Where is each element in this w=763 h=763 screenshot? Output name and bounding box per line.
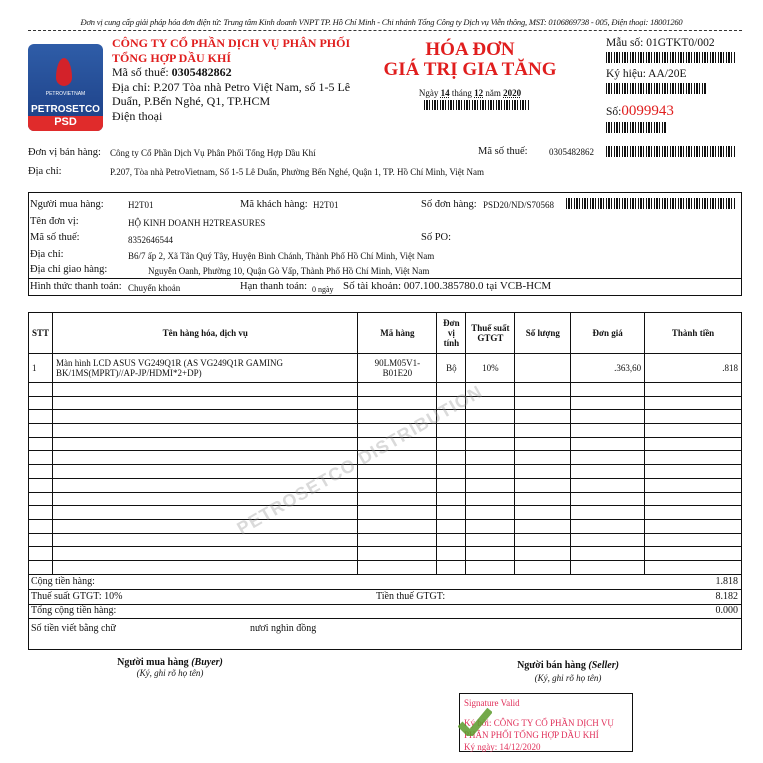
empty-cell [645, 410, 742, 424]
empty-cell [358, 383, 437, 397]
empty-cell [466, 437, 515, 451]
empty-row [29, 519, 742, 533]
invoice-number: 0099943 [621, 103, 674, 119]
col-qty: Số lượng [515, 313, 571, 354]
empty-cell [53, 506, 358, 520]
empty-cell [437, 478, 466, 492]
empty-cell [571, 547, 645, 561]
empty-cell [515, 451, 571, 465]
year-label: năm [485, 88, 501, 98]
seller-tax: 0305482862 [549, 147, 594, 157]
empty-cell [29, 492, 53, 506]
buyer-addr: B6/7 ấp 2, Xã Tân Quý Tây, Huyện Bình Chánh, Thành Phố Hồ Chí Minh, Việt Nam [128, 251, 435, 261]
empty-cell [466, 533, 515, 547]
empty-cell [29, 424, 53, 438]
empty-cell [29, 506, 53, 520]
company-name: CÔNG TY CỔ PHẦN DỊCH VỤ PHÂN PHỐI [112, 36, 351, 50]
col-stt: STT [29, 313, 53, 354]
empty-cell [515, 560, 571, 574]
empty-cell [29, 396, 53, 410]
empty-cell [437, 437, 466, 451]
buyer-addr-label: Địa chỉ: [30, 249, 64, 260]
empty-cell [53, 424, 358, 438]
number-label: Số: [606, 106, 622, 118]
empty-cell [29, 437, 53, 451]
title-line1: HÓA ĐƠN [425, 39, 515, 60]
empty-cell [466, 506, 515, 520]
table-row [29, 354, 742, 383]
empty-cell [645, 451, 742, 465]
ship-addr-label: Địa chỉ giao hàng: [30, 264, 108, 275]
cell-qty [515, 354, 571, 383]
cell-code: 90LM05V1-B01E20 [358, 354, 437, 383]
divider [28, 574, 742, 575]
empty-cell [53, 519, 358, 533]
empty-row [29, 396, 742, 410]
empty-cell [29, 533, 53, 547]
empty-cell [29, 547, 53, 561]
empty-cell [515, 437, 571, 451]
barcode [606, 83, 706, 94]
watermark: PETROSETCO DISTRIBUTION [233, 381, 487, 539]
divider [28, 278, 742, 279]
signature-valid: Signature Valid [464, 698, 520, 708]
logo-top: PETROVIETNAM [45, 91, 86, 97]
empty-cell [515, 519, 571, 533]
empty-cell [358, 492, 437, 506]
customer-code-label: Mã khách hàng: [240, 199, 308, 210]
seller-addr: P.207, Tòa nhà PetroVietnam, Số 1-5 Lê Duẩn, Phường Bến Nghé, Quận 1, TP. Hồ Chí Minh, Việt Nam [110, 167, 485, 177]
empty-cell [358, 396, 437, 410]
company-address-2: Duẩn, P.Bến Nghé, Q1, TP.HCM [112, 94, 271, 108]
invoice-title [370, 40, 570, 80]
empty-cell [571, 560, 645, 574]
buyer-unit-label: Tên đơn vị: [30, 216, 79, 227]
empty-cell [53, 383, 358, 397]
empty-cell [515, 492, 571, 506]
empty-cell [645, 478, 742, 492]
totals-box [28, 574, 742, 650]
ship-addr: Nguyễn Oanh, Phường 10, Quận Gò Vấp, Thành Phố Hồ Chí Minh, Việt Nam [148, 266, 430, 276]
due-days: 0 ngày [312, 285, 334, 294]
tax-label: Mã số thuế: [112, 65, 169, 79]
empty-cell [515, 424, 571, 438]
signer-line2: PHÂN PHỐI TỔNG HỢP DẦU KHÍ [464, 730, 599, 740]
empty-cell [571, 478, 645, 492]
cell-price: .363,60 [571, 354, 645, 383]
subtotal-label: Cộng tiền hàng: [31, 576, 95, 587]
vat-value: 8.182 [715, 591, 738, 602]
buyer-label: Người mua hàng: [30, 199, 104, 210]
empty-cell [29, 410, 53, 424]
cell-unit: Bộ [437, 354, 466, 383]
payment-label: Hình thức thanh toán: [30, 281, 122, 292]
empty-cell [437, 465, 466, 479]
words-label: Số tiền viết bằng chữ [31, 623, 116, 634]
date-label: Ngày [418, 88, 439, 98]
empty-cell [437, 492, 466, 506]
empty-cell [571, 506, 645, 520]
empty-cell [358, 519, 437, 533]
empty-cell [571, 465, 645, 479]
empty-cell [571, 424, 645, 438]
order-label: Số đơn hàng: [421, 199, 477, 210]
empty-cell [645, 547, 742, 561]
empty-cell [645, 519, 742, 533]
col-code: Mã hàng [358, 313, 437, 354]
empty-cell [645, 506, 742, 520]
buyer-tax-label: Mã số thuế: [30, 232, 80, 243]
company-tax: 0305482862 [171, 65, 232, 79]
empty-cell [437, 560, 466, 574]
col-name: Tên hàng hóa, dịch vụ [53, 313, 358, 354]
empty-cell [571, 519, 645, 533]
empty-row [29, 547, 742, 561]
empty-cell [53, 410, 358, 424]
empty-cell [466, 424, 515, 438]
empty-row [29, 533, 742, 547]
empty-cell [53, 396, 358, 410]
divider [28, 604, 742, 605]
empty-cell [515, 533, 571, 547]
seller-addr-label: Địa chỉ: [28, 166, 62, 177]
col-vat: Thuế suất GTGT [466, 313, 515, 354]
empty-cell [515, 478, 571, 492]
divider [28, 30, 742, 31]
col-price: Đơn giá [571, 313, 645, 354]
empty-cell [29, 519, 53, 533]
empty-cell [515, 547, 571, 561]
col-amount: Thành tiền [645, 313, 742, 354]
empty-cell [29, 478, 53, 492]
empty-row [29, 465, 742, 479]
empty-row [29, 410, 742, 424]
empty-cell [437, 547, 466, 561]
flame-icon [56, 58, 72, 86]
empty-cell [645, 383, 742, 397]
title-line2: GIÁ TRỊ GIA TĂNG [383, 59, 557, 80]
empty-cell [645, 560, 742, 574]
empty-cell [29, 560, 53, 574]
empty-cell [466, 465, 515, 479]
empty-cell [571, 451, 645, 465]
empty-cell [466, 560, 515, 574]
buyer-signature [90, 657, 250, 678]
empty-cell [358, 506, 437, 520]
empty-cell [53, 533, 358, 547]
signature-stamp [459, 693, 633, 752]
empty-cell [645, 396, 742, 410]
empty-cell [645, 424, 742, 438]
due-label: Hạn thanh toán: [240, 281, 308, 292]
empty-cell [571, 437, 645, 451]
empty-cell [437, 533, 466, 547]
month-label: tháng [451, 88, 472, 98]
po-label: Số PO: [421, 232, 452, 243]
empty-row [29, 506, 742, 520]
vat-label: Tiền thuế GTGT: [376, 591, 446, 602]
empty-cell [437, 519, 466, 533]
empty-cell [29, 451, 53, 465]
empty-row [29, 478, 742, 492]
date-year: 2020 [503, 88, 522, 98]
total-value: 0.000 [715, 605, 738, 616]
empty-cell [571, 533, 645, 547]
barcode [606, 146, 736, 157]
amount-in-words: nươi nghìn đồng [250, 623, 317, 634]
company-phone: Điện thoại [112, 108, 163, 123]
subtotal-value: 1.818 [715, 576, 738, 587]
empty-cell [53, 437, 358, 451]
divider [28, 589, 742, 590]
sign-note: (Ký, ghi rõ họ tên) [136, 668, 204, 678]
barcode [566, 198, 736, 209]
empty-cell [358, 478, 437, 492]
buyer-sign-en: (Buyer) [191, 657, 223, 668]
order-number: PSD20/ND/S70568 [483, 200, 555, 210]
company-info [112, 36, 350, 123]
signer-line1: Ký bởi: CÔNG TY CỔ PHẦN DỊCH VỤ [464, 718, 614, 728]
empty-cell [571, 410, 645, 424]
company-logo [28, 44, 103, 131]
empty-cell [466, 519, 515, 533]
empty-cell [358, 560, 437, 574]
empty-cell [437, 451, 466, 465]
provider-note: Đơn vị cung cấp giải pháp hóa đơn điện tử: Trung tâm Kinh doanh VNPT TP. Hồ Chí Minh - Chi nhánh Tổng Công ty Dịch vụ Viễn thông, MST: 0106869738 - 005, Điện thoại: 18001260 [80, 17, 683, 27]
payment-method: Chuyển khoản [128, 283, 181, 293]
cell-vat: 10% [466, 354, 515, 383]
empty-row [29, 560, 742, 574]
barcode [606, 122, 666, 133]
form-number: Mẫu số: 01GTKT0/002 [606, 37, 715, 49]
total-label: Tổng cộng tiền hàng: [31, 605, 117, 616]
buyer-sign-label: Người mua hàng [117, 657, 189, 668]
empty-cell [53, 451, 358, 465]
buyer-tax: 8352646544 [128, 235, 173, 245]
empty-cell [437, 506, 466, 520]
buyer-name: H2T01 [128, 200, 154, 210]
empty-cell [571, 492, 645, 506]
empty-cell [571, 383, 645, 397]
seller-signature [488, 660, 648, 683]
seller-sign-label: Người bán hàng [517, 660, 586, 671]
empty-cell [53, 560, 358, 574]
seller-tax-label: Mã số thuế: [478, 146, 528, 157]
empty-cell [466, 451, 515, 465]
sign-date: Ký ngày: 14/12/2020 [464, 742, 541, 752]
logo-sub: PSD [28, 116, 103, 131]
empty-row [29, 492, 742, 506]
empty-cell [466, 547, 515, 561]
invoice-date [370, 88, 570, 98]
bank-account: Số tài khoản: 007.100.385780.0 tại VCB-HCM [343, 280, 552, 292]
col-unit: Đơn vị tính [437, 313, 466, 354]
empty-cell [53, 547, 358, 561]
empty-cell [571, 396, 645, 410]
logo-brand: PETROSETCO [31, 104, 100, 115]
empty-cell [645, 533, 742, 547]
seller-unit-label: Đơn vị bán hàng: [28, 147, 101, 158]
empty-cell [29, 465, 53, 479]
invoice-symbol: Ký hiệu: AA/20E [606, 68, 687, 80]
empty-cell [466, 410, 515, 424]
cell-stt: 1 [29, 354, 53, 383]
company-address: Địa chỉ: P.207 Tòa nhà Petro Việt Nam, số 1-5 Lê [112, 79, 351, 94]
empty-cell [466, 492, 515, 506]
empty-cell [358, 533, 437, 547]
empty-row [29, 383, 742, 397]
barcode [606, 52, 736, 63]
empty-cell [515, 465, 571, 479]
divider [28, 618, 742, 619]
date-day: 14 [440, 88, 450, 98]
date-month: 12 [474, 88, 484, 98]
empty-cell [515, 396, 571, 410]
sign-note: (Ký, ghi rõ họ tên) [534, 673, 602, 683]
empty-cell [515, 383, 571, 397]
empty-cell [29, 383, 53, 397]
empty-cell [645, 437, 742, 451]
empty-cell [515, 506, 571, 520]
checkmark-icon [458, 708, 492, 736]
company-name-2: TỔNG HỢP DẦU KHÍ [112, 50, 232, 65]
seller-sign-en: (Seller) [588, 660, 619, 671]
empty-cell [645, 492, 742, 506]
cell-amount: .818 [645, 354, 742, 383]
vat-rate: Thuế suất GTGT: 10% [31, 591, 123, 602]
customer-code: H2T01 [313, 200, 339, 210]
empty-cell [466, 478, 515, 492]
barcode [424, 100, 530, 110]
empty-cell [645, 465, 742, 479]
cell-name: Màn hình LCD ASUS VG249Q1R (AS VG249Q1R GAMING BK/1MS(MPRT)//AP-JP/HDMI*2+DP) [53, 354, 358, 383]
empty-cell [515, 410, 571, 424]
buyer-unit: HỘ KINH DOANH H2TREASURES [128, 218, 266, 228]
empty-cell [358, 547, 437, 561]
seller-unit: Công ty Cổ Phần Dịch Vụ Phân Phối Tổng Hợp Dầu Khí [110, 148, 316, 158]
